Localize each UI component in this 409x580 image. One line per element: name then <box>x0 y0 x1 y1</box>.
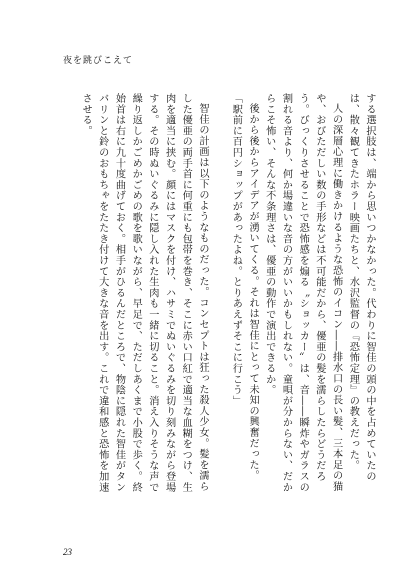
paragraph-2: 人の深層心理に働きかけるような恐怖のイコン――排水口の長い髪、三本足の猫や、おびただしい数の手形などは不可能だから、優亜の髪を濡らしたらどうだろう。びっくりさせることで恐怖感を煽る〝ショッカー〟は、音――瞬炸やガラスの割れる音より、何か場違いな音の方がいいかもしれない。童唄が分からない、だからこそ怖い、そんな不条理さは、優亜の動作で演出できるか。 <box>263 93 342 493</box>
section-break <box>210 93 227 493</box>
paragraph-5: 智佳の計画は以下のようなものだった。コンセプトは狂った殺人少女。髪を濡らした優亜の両手首に何重にも包帯を巻き、そこに赤い口紅で適当な血糊をつけ、生肉を適当に挟む。顔にはマスクを付け、ハサミでぬいぐるみを切り刻みながら登場する。その時ぬいぐるみに隠し入れた生肉も一緒に切ること。消え入りそうな声で繰り返しかごめかごめの歌を歌いながら、早足で、ただしあくまで小股で歩く。終始首は右に九十度曲げておく。相手がひるんだところで、物陰に隠れた智佳がタンバリンと鈴のおもちゃをたたき付けて大きな音を出す。これで違和感と恐怖を加速させる。 <box>80 93 208 493</box>
paragraph-3: 後から後からアイデアが湧いてくる。それは智佳にとって未知の興奮だった。 <box>247 103 259 482</box>
page-number: 23 <box>63 547 72 557</box>
paragraph-4-dialogue: 「駅前に百円ショップがあったよね。とりあえずそこに行こう」 <box>230 93 242 407</box>
body-text <box>61 93 377 493</box>
running-head: 夜を跳びこえて <box>63 56 134 66</box>
paragraph-1: する選択肢は、端から思いつかなかった。代わりに智佳の頭の中を占めていたのは、散々観てきたホラー映画たちと、水沢監督の『恐怖定理』の教えだった。 <box>347 93 375 482</box>
